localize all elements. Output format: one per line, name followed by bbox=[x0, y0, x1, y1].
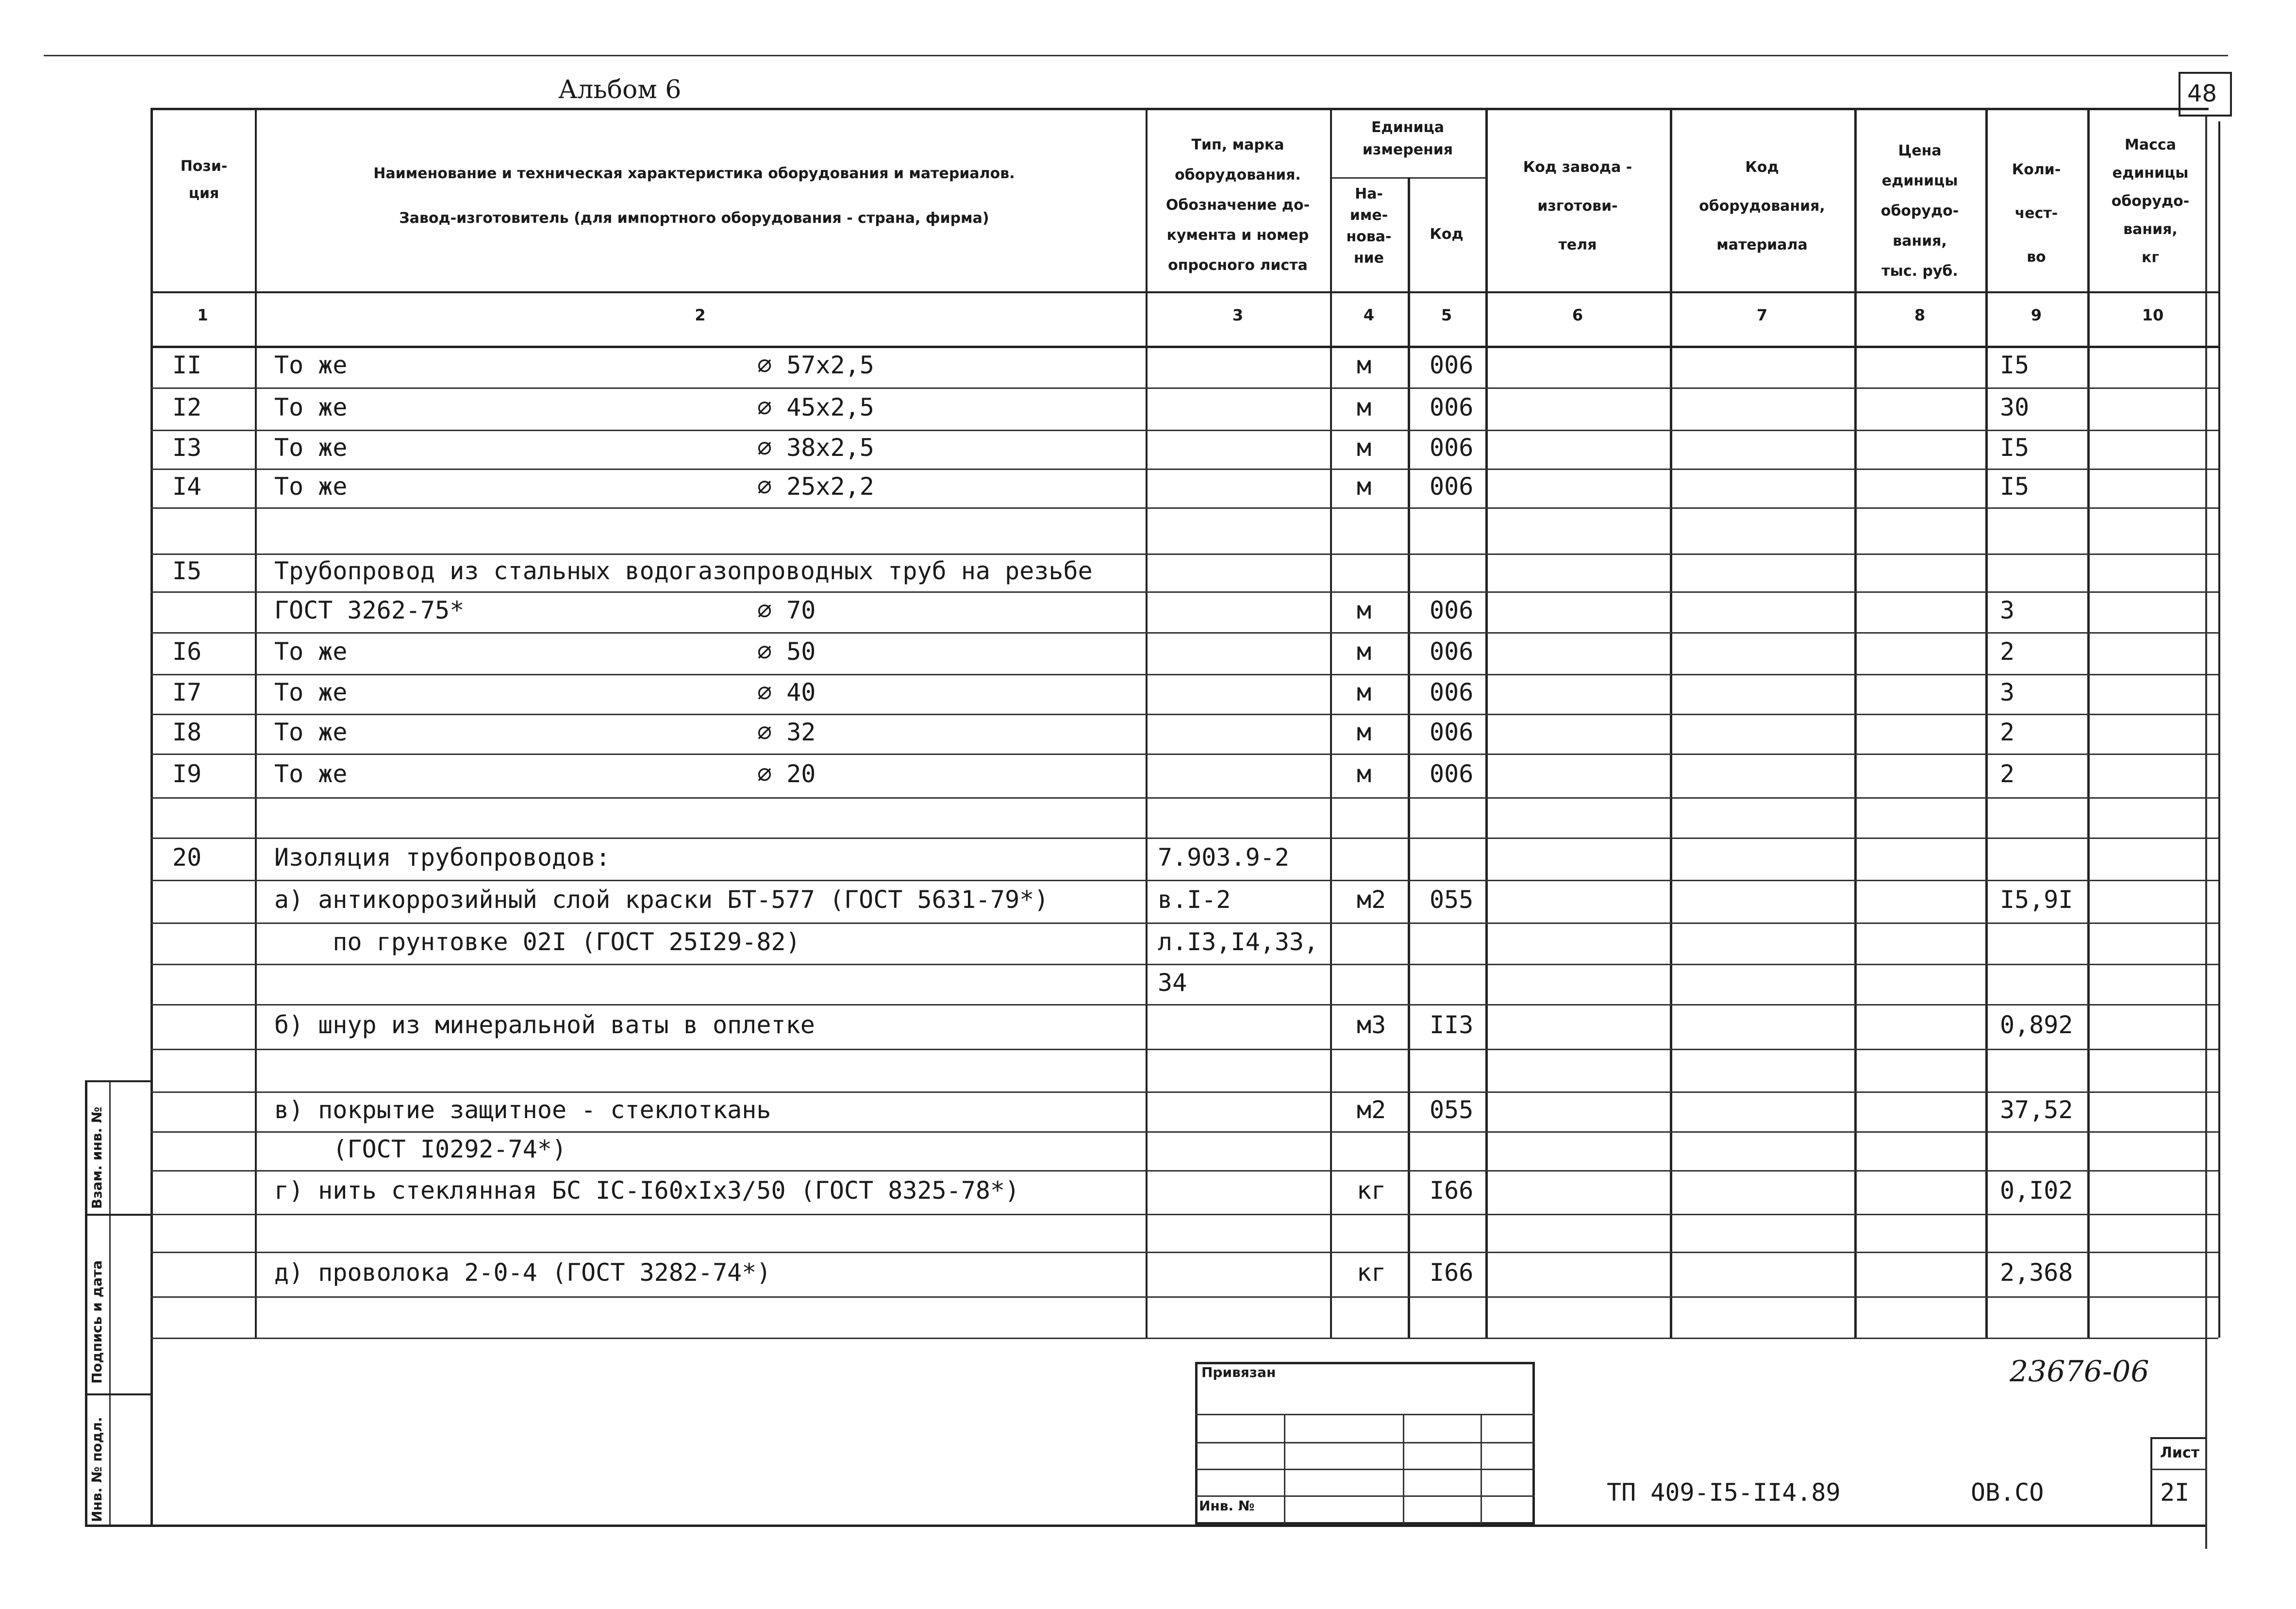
header-mass: Масса единицы оборудо- вания, кг bbox=[2111, 136, 2190, 266]
row-code: 006 bbox=[1430, 678, 1474, 706]
side-strip-div1 bbox=[85, 1214, 150, 1216]
column-number: 9 bbox=[2030, 306, 2042, 324]
column-line bbox=[255, 108, 257, 1338]
row-unit: м bbox=[1357, 678, 1372, 706]
header-type-mark: Тип, марка оборудования. Обозначение до- кумента и номер опросного листа bbox=[1165, 136, 1310, 274]
column-line bbox=[1854, 108, 1857, 1338]
side-label-inv-podl: Инв. № подл. bbox=[89, 1417, 105, 1522]
row-quantity: 2 bbox=[2000, 760, 2015, 788]
row-quantity: I5 bbox=[2000, 434, 2030, 462]
row-quantity: I5,9I bbox=[2000, 886, 2073, 914]
row-name: То же bbox=[274, 760, 348, 788]
row-line bbox=[150, 1296, 2218, 1298]
row-code: 006 bbox=[1430, 472, 1474, 501]
row-position: I8 bbox=[172, 718, 202, 746]
colnum-bottom-line bbox=[150, 346, 2218, 348]
row-name: То же bbox=[274, 637, 348, 666]
row-code: 006 bbox=[1430, 596, 1474, 624]
stamp-line bbox=[1195, 1442, 1535, 1443]
section-code: ОВ.СО bbox=[1971, 1478, 2044, 1507]
row-position: I3 bbox=[172, 434, 202, 462]
row-doc: 34 bbox=[1158, 968, 1187, 997]
row-quantity: 3 bbox=[2000, 596, 2015, 624]
column-line bbox=[2087, 108, 2090, 1338]
side-label-vzam: Взам. инв. № bbox=[89, 1106, 105, 1209]
header-unit-group: Единица измерения bbox=[1362, 119, 1453, 158]
row-quantity: 0,892 bbox=[2000, 1011, 2073, 1039]
column-number: 5 bbox=[1441, 306, 1452, 324]
row-quantity: I5 bbox=[2000, 351, 2030, 379]
column-line bbox=[1408, 177, 1410, 1338]
row-name: а) антикоррозийный слой краски БТ-577 (ГОСТ 5631-79*) bbox=[274, 886, 1049, 914]
row-spec: ∅ 50 bbox=[757, 637, 816, 666]
row-quantity: 2 bbox=[2000, 718, 2015, 746]
row-unit: м bbox=[1357, 434, 1372, 462]
drawing-code: ТП 409-I5-II4.89 bbox=[1607, 1478, 1841, 1507]
row-code: I66 bbox=[1430, 1258, 1474, 1287]
row-line bbox=[150, 754, 2218, 755]
row-name: по грунтовке 02I (ГОСТ 25I29-82) bbox=[274, 927, 800, 956]
column-number: 6 bbox=[1572, 306, 1583, 324]
row-name: То же bbox=[274, 678, 348, 706]
row-line bbox=[150, 507, 2218, 509]
frame-bottom-border bbox=[85, 1525, 2206, 1527]
row-name: То же bbox=[274, 393, 348, 421]
row-line bbox=[150, 430, 2218, 431]
row-unit: м2 bbox=[1357, 1096, 1386, 1124]
row-unit: м3 bbox=[1357, 1011, 1386, 1039]
handwritten-number: 23676-06 bbox=[2010, 1355, 2149, 1389]
row-doc: 7.903.9-2 bbox=[1158, 843, 1289, 872]
row-doc: л.I3,I4,33, bbox=[1158, 927, 1319, 956]
row-quantity: 0,I02 bbox=[2000, 1176, 2073, 1205]
row-spec: ∅ 38x2,5 bbox=[757, 434, 874, 462]
header-equipment-code: Код оборудования, материала bbox=[1699, 159, 1825, 253]
row-name: д) проволока 2-0-4 (ГОСТ 3282-74*) bbox=[274, 1258, 771, 1287]
row-line bbox=[150, 1131, 2218, 1133]
row-code: 006 bbox=[1430, 760, 1474, 788]
row-name: (ГОСТ I0292-74*) bbox=[274, 1135, 567, 1163]
row-spec: ∅ 40 bbox=[757, 678, 816, 706]
row-unit: м bbox=[1357, 596, 1372, 624]
column-number: 2 bbox=[695, 306, 706, 324]
row-quantity: 2,368 bbox=[2000, 1258, 2073, 1287]
stamp-line bbox=[1195, 1469, 1535, 1470]
stamp-inv-no-label: Инв. № bbox=[1199, 1498, 1255, 1514]
row-position: I9 bbox=[172, 760, 202, 788]
column-number: 10 bbox=[2142, 306, 2164, 324]
row-line bbox=[150, 1338, 2218, 1339]
row-line bbox=[150, 1170, 2218, 1172]
row-code: 006 bbox=[1430, 637, 1474, 666]
row-line bbox=[150, 591, 2218, 593]
header-unit-name: На- име- нова- ние bbox=[1346, 185, 1392, 267]
row-position: II bbox=[172, 351, 202, 379]
row-line bbox=[150, 922, 2218, 924]
column-number: 3 bbox=[1232, 306, 1244, 324]
row-name: То же bbox=[274, 718, 348, 746]
stamp-line bbox=[1195, 1414, 1535, 1415]
row-position: 20 bbox=[172, 843, 202, 872]
row-unit: м bbox=[1357, 393, 1372, 421]
frame-right-border bbox=[2205, 117, 2207, 1549]
row-quantity: 3 bbox=[2000, 678, 2015, 706]
row-line bbox=[150, 553, 2218, 555]
column-line bbox=[1670, 108, 1672, 1338]
row-quantity: I5 bbox=[2000, 472, 2030, 501]
row-name: Трубопровод из стальных водогазопроводных труб на резьбе bbox=[274, 557, 1093, 585]
side-strip-left bbox=[85, 1080, 87, 1525]
row-line bbox=[150, 674, 2218, 675]
column-number: 7 bbox=[1756, 306, 1768, 324]
column-line bbox=[1485, 108, 1488, 1338]
row-line bbox=[150, 797, 2218, 799]
sheet-value: 2I bbox=[2160, 1478, 2190, 1507]
album-title: Альбом 6 bbox=[558, 75, 682, 104]
row-name: ГОСТ 3262-75* bbox=[274, 596, 465, 624]
header-bottom-line bbox=[150, 291, 2218, 293]
side-strip-top bbox=[85, 1080, 150, 1082]
row-line bbox=[150, 880, 2218, 881]
row-quantity: 37,52 bbox=[2000, 1096, 2073, 1124]
row-unit: кг bbox=[1357, 1176, 1386, 1205]
row-line bbox=[150, 469, 2218, 470]
row-position: I4 bbox=[172, 472, 202, 501]
header-plant-code: Код завода - изготови- теля bbox=[1523, 159, 1632, 253]
row-quantity: 30 bbox=[2000, 393, 2030, 421]
row-spec: ∅ 57x2,5 bbox=[757, 351, 874, 379]
sheet-label: Лист bbox=[2160, 1444, 2200, 1461]
header-unit-price: Цена единицы оборудо- вания, тыс. руб. bbox=[1880, 142, 1959, 280]
row-line bbox=[150, 1214, 2218, 1215]
row-line bbox=[150, 387, 2218, 389]
row-line bbox=[150, 714, 2218, 715]
row-spec: ∅ 20 bbox=[757, 760, 816, 788]
header-position: Пози- ция bbox=[180, 158, 228, 202]
header-unit-code: Код bbox=[1430, 226, 1464, 243]
row-code: II3 bbox=[1430, 1011, 1474, 1039]
row-spec: ∅ 32 bbox=[757, 718, 816, 746]
row-line bbox=[150, 964, 2218, 965]
row-name: То же bbox=[274, 351, 348, 379]
column-line bbox=[1146, 108, 1148, 1338]
row-code: 006 bbox=[1430, 393, 1474, 421]
column-line bbox=[1985, 108, 1988, 1338]
row-quantity: 2 bbox=[2000, 637, 2015, 666]
column-number: 8 bbox=[1914, 306, 1926, 324]
row-unit: кг bbox=[1357, 1258, 1386, 1287]
row-code: 055 bbox=[1430, 1096, 1474, 1124]
row-unit: м bbox=[1357, 637, 1372, 666]
row-position: I6 bbox=[172, 637, 202, 666]
row-line bbox=[150, 1049, 2218, 1050]
row-unit: м bbox=[1357, 718, 1372, 746]
row-line bbox=[150, 1004, 2218, 1006]
header-name: Наименование и техническая характеристика оборудования и материалов. Завод-изготовитель (для импортного оборудования - страна, фирма) bbox=[373, 165, 1015, 227]
table-top-line bbox=[150, 108, 2209, 110]
row-unit: м bbox=[1357, 760, 1372, 788]
row-line bbox=[150, 838, 2218, 839]
row-code: 006 bbox=[1430, 718, 1474, 746]
row-line bbox=[150, 1252, 2218, 1253]
side-label-podpis: Подпись и дата bbox=[89, 1260, 105, 1384]
row-name: в) покрытие защитное - стеклоткань bbox=[274, 1096, 771, 1124]
stamp-line bbox=[1284, 1414, 1285, 1525]
row-spec: ∅ 25x2,2 bbox=[757, 472, 874, 501]
row-code: 006 bbox=[1430, 434, 1474, 462]
row-position: I7 bbox=[172, 678, 202, 706]
row-line bbox=[150, 632, 2218, 634]
frame-top-border bbox=[44, 55, 2228, 56]
row-name: То же bbox=[274, 472, 348, 501]
stamp-line bbox=[1481, 1414, 1482, 1525]
row-name: б) шнур из минеральной ваты в оплетке bbox=[274, 1011, 815, 1039]
stamp-privyazan-label: Привязан bbox=[1201, 1364, 1276, 1380]
stamp-line bbox=[1195, 1495, 1535, 1497]
side-strip-div2 bbox=[85, 1393, 150, 1395]
row-unit: м bbox=[1357, 472, 1372, 501]
stamp-line bbox=[1403, 1414, 1404, 1525]
row-unit: м bbox=[1357, 351, 1372, 379]
row-position: I5 bbox=[172, 557, 202, 585]
sheet-number: 48 bbox=[2187, 80, 2217, 107]
column-number: 4 bbox=[1363, 306, 1375, 324]
row-name: Изоляция трубопроводов: bbox=[274, 843, 611, 872]
row-doc: в.I-2 bbox=[1158, 886, 1231, 914]
column-line bbox=[2218, 121, 2220, 1338]
sheet-box-divider bbox=[2150, 1469, 2206, 1470]
side-strip-mid bbox=[109, 1080, 111, 1525]
row-spec: ∅ 70 bbox=[757, 596, 816, 624]
column-line bbox=[1330, 108, 1332, 1338]
header-quantity: Коли- чест- во bbox=[2012, 161, 2061, 266]
row-code: 006 bbox=[1430, 351, 1474, 379]
column-number: 1 bbox=[197, 306, 208, 324]
row-position: I2 bbox=[172, 393, 202, 421]
row-name: То же bbox=[274, 434, 348, 462]
row-code: 055 bbox=[1430, 886, 1474, 914]
row-name: г) нить стеклянная БС IС-I60xIx3/50 (ГОСТ 8325-78*) bbox=[274, 1176, 1020, 1205]
row-line bbox=[150, 1091, 2218, 1093]
row-unit: м2 bbox=[1357, 886, 1386, 914]
row-spec: ∅ 45x2,5 bbox=[757, 393, 874, 421]
row-code: I66 bbox=[1430, 1176, 1474, 1205]
